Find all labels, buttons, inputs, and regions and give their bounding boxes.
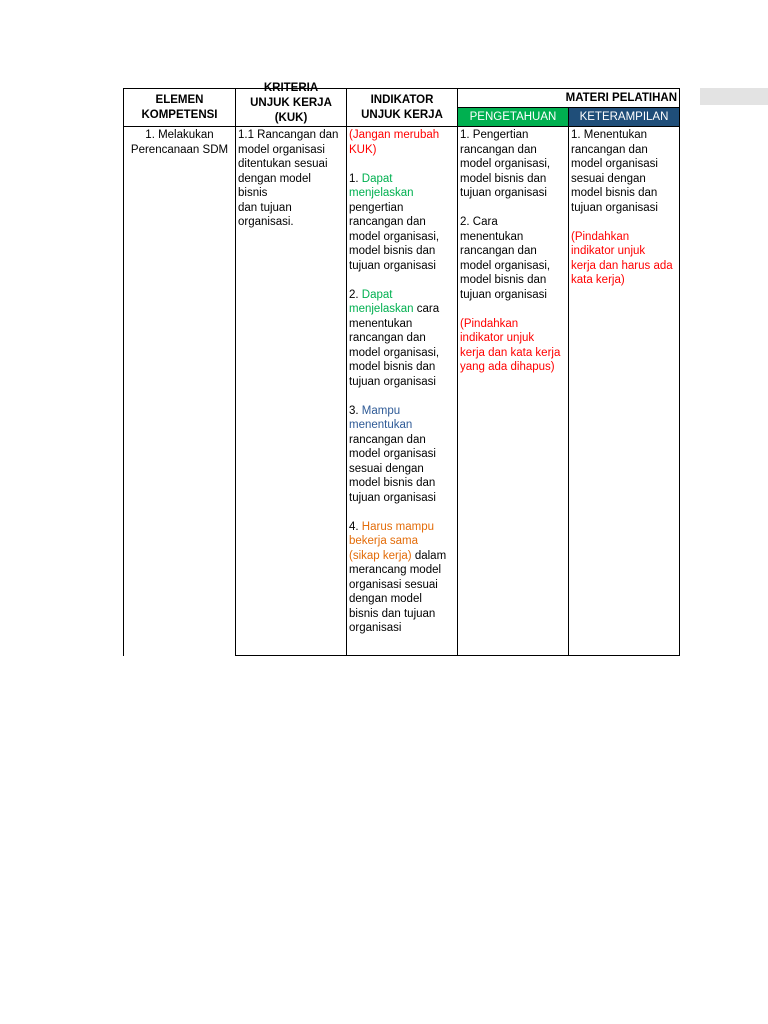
pengetahuan-line: 1. Pengertian [460,129,529,141]
header-kriteria-unjuk-kerja [236,82,347,127]
pengetahuan-note: kerja dan kata kerja [460,346,561,359]
pengetahuan-line: tujuan organisasi [460,288,547,301]
keterampilan-note: kerja dan harus ada [571,259,673,272]
indikator-line: rancangan dan [349,216,426,228]
pengetahuan-line: menentukan [460,230,524,243]
elemen-line: 1. Melakukan [145,129,214,141]
header-elemen-kompetensi [124,89,236,127]
pengetahuan-line: 2. Cara [460,216,498,228]
pengetahuan-note: indikator unjuk [460,332,535,344]
kuk-line: dan tujuan [238,201,292,214]
keterampilan-note: kata kerja) [571,274,625,286]
header-elemen-line2: KOMPETENSI [141,108,218,121]
indikator-verb: Mampu [361,404,401,417]
indikator-line: tujuan organisasi [349,375,436,388]
indikator-2 [349,288,455,303]
header-keterampilan: KETERAMPILAN [569,108,680,127]
indikator-line: bisnis dan tujuan [349,607,436,620]
indikator-line: model organisasi, [349,230,440,243]
indikator-number: 4. [349,520,362,533]
keterampilan-line: sesuai dengan [571,172,646,185]
indikator-verb: (sikap kerja) [349,549,412,562]
keterampilan-note: (Pindahkan [571,230,630,243]
cell-elemen [124,127,236,656]
keterampilan-line: model bisnis dan [571,187,658,199]
indikator-line: model organisasi [349,448,436,460]
indikator-line: model organisasi, [349,346,440,359]
kuk-line: dengan model [238,172,311,185]
kuk-line: bisnis [238,187,268,199]
indikator-line [349,302,455,317]
indikator-3 [349,404,455,419]
indikator-verb: Dapat [361,288,393,301]
pengetahuan-line: model bisnis dan [460,172,547,185]
indikator-line: dengan model [349,593,422,605]
header-kuk-line2: UNJUK KERJA [250,97,332,109]
kuk-line: organisasi. [238,216,294,228]
pengetahuan-line: rancangan dan [460,245,537,257]
indikator-line: model bisnis dan [349,361,436,373]
pengetahuan-note: (Pindahkan [460,317,519,330]
keterampilan-line: 1. Menentukan [571,129,648,141]
indikator-note: KUK) [349,143,377,156]
keterampilan-line: model organisasi [571,158,658,170]
header-indikator-line2: UNJUK KERJA [361,108,443,121]
header-kuk-line3: (KUK) [274,111,308,124]
header-kuk-line1: KRITERIA [263,82,319,94]
indikator-verb: menentukan [349,419,413,431]
indikator-number: 2. [349,288,362,301]
indikator-line: merancang model [349,564,442,576]
keterampilan-line: rancangan dan [571,143,648,156]
indikator-line: rancangan dan [349,433,426,446]
indikator-line: model bisnis dan [349,477,436,489]
indikator-line: organisasi sesuai [349,578,438,591]
header-materi-pelatihan: MATERI PELATIHAN [458,89,680,108]
indikator-number: 3. [349,404,362,417]
indikator-verb: menjelaskan [349,303,414,315]
indikator-line: sesuai dengan [349,462,424,475]
indikator-verb: Dapat [361,172,393,185]
header-indikator-line1: INDIKATOR [370,94,434,106]
pengetahuan-line: model organisasi, [460,259,551,272]
indikator-1 [349,172,455,187]
indikator-4 [349,520,455,535]
cell-kuk [236,127,347,656]
indikator-line: organisasi [349,622,402,634]
indikator-line: rancangan dan [349,332,426,344]
gray-tab-decoration [700,88,768,105]
indikator-line: tujuan organisasi [349,491,436,504]
kuk-line: ditentukan sesuai [238,158,328,170]
pengetahuan-line: tujuan organisasi [460,187,547,199]
header-indikator-unjuk-kerja [347,89,458,127]
cell-keterampilan [569,127,680,656]
pengetahuan-line: model bisnis dan [460,274,547,286]
indikator-line: model bisnis dan [349,245,436,257]
indikator-line: pengertian [349,201,404,214]
indikator-line: menentukan [349,317,413,330]
indikator-line [349,549,455,564]
indikator-cont: dalam [411,549,447,562]
kuk-line: 1.1 Rancangan dan [238,129,339,141]
header-elemen-line1: ELEMEN [155,94,204,106]
indikator-note: (Jangan merubah [349,129,440,141]
indikator-verb: Harus mampu [361,520,435,533]
indikator-number: 1. [349,172,362,185]
cell-pengetahuan [458,127,569,656]
indikator-verb: menjelaskan [349,187,414,199]
pengetahuan-note: yang ada dihapus) [460,361,555,373]
keterampilan-note: indikator unjuk [571,245,646,257]
indikator-line: tujuan organisasi [349,259,436,272]
keterampilan-line: tujuan organisasi [571,201,658,214]
pengetahuan-line: rancangan dan [460,143,537,156]
indikator-cont: cara [413,303,440,315]
elemen-line: Perencanaan SDM [130,143,229,156]
competency-table [123,82,680,656]
indikator-verb: bekerja sama [349,535,419,547]
kuk-line: model organisasi [238,143,325,156]
cell-indikator [347,127,458,656]
header-pengetahuan: PENGETAHUAN [458,108,569,127]
pengetahuan-line: model organisasi, [460,158,551,170]
